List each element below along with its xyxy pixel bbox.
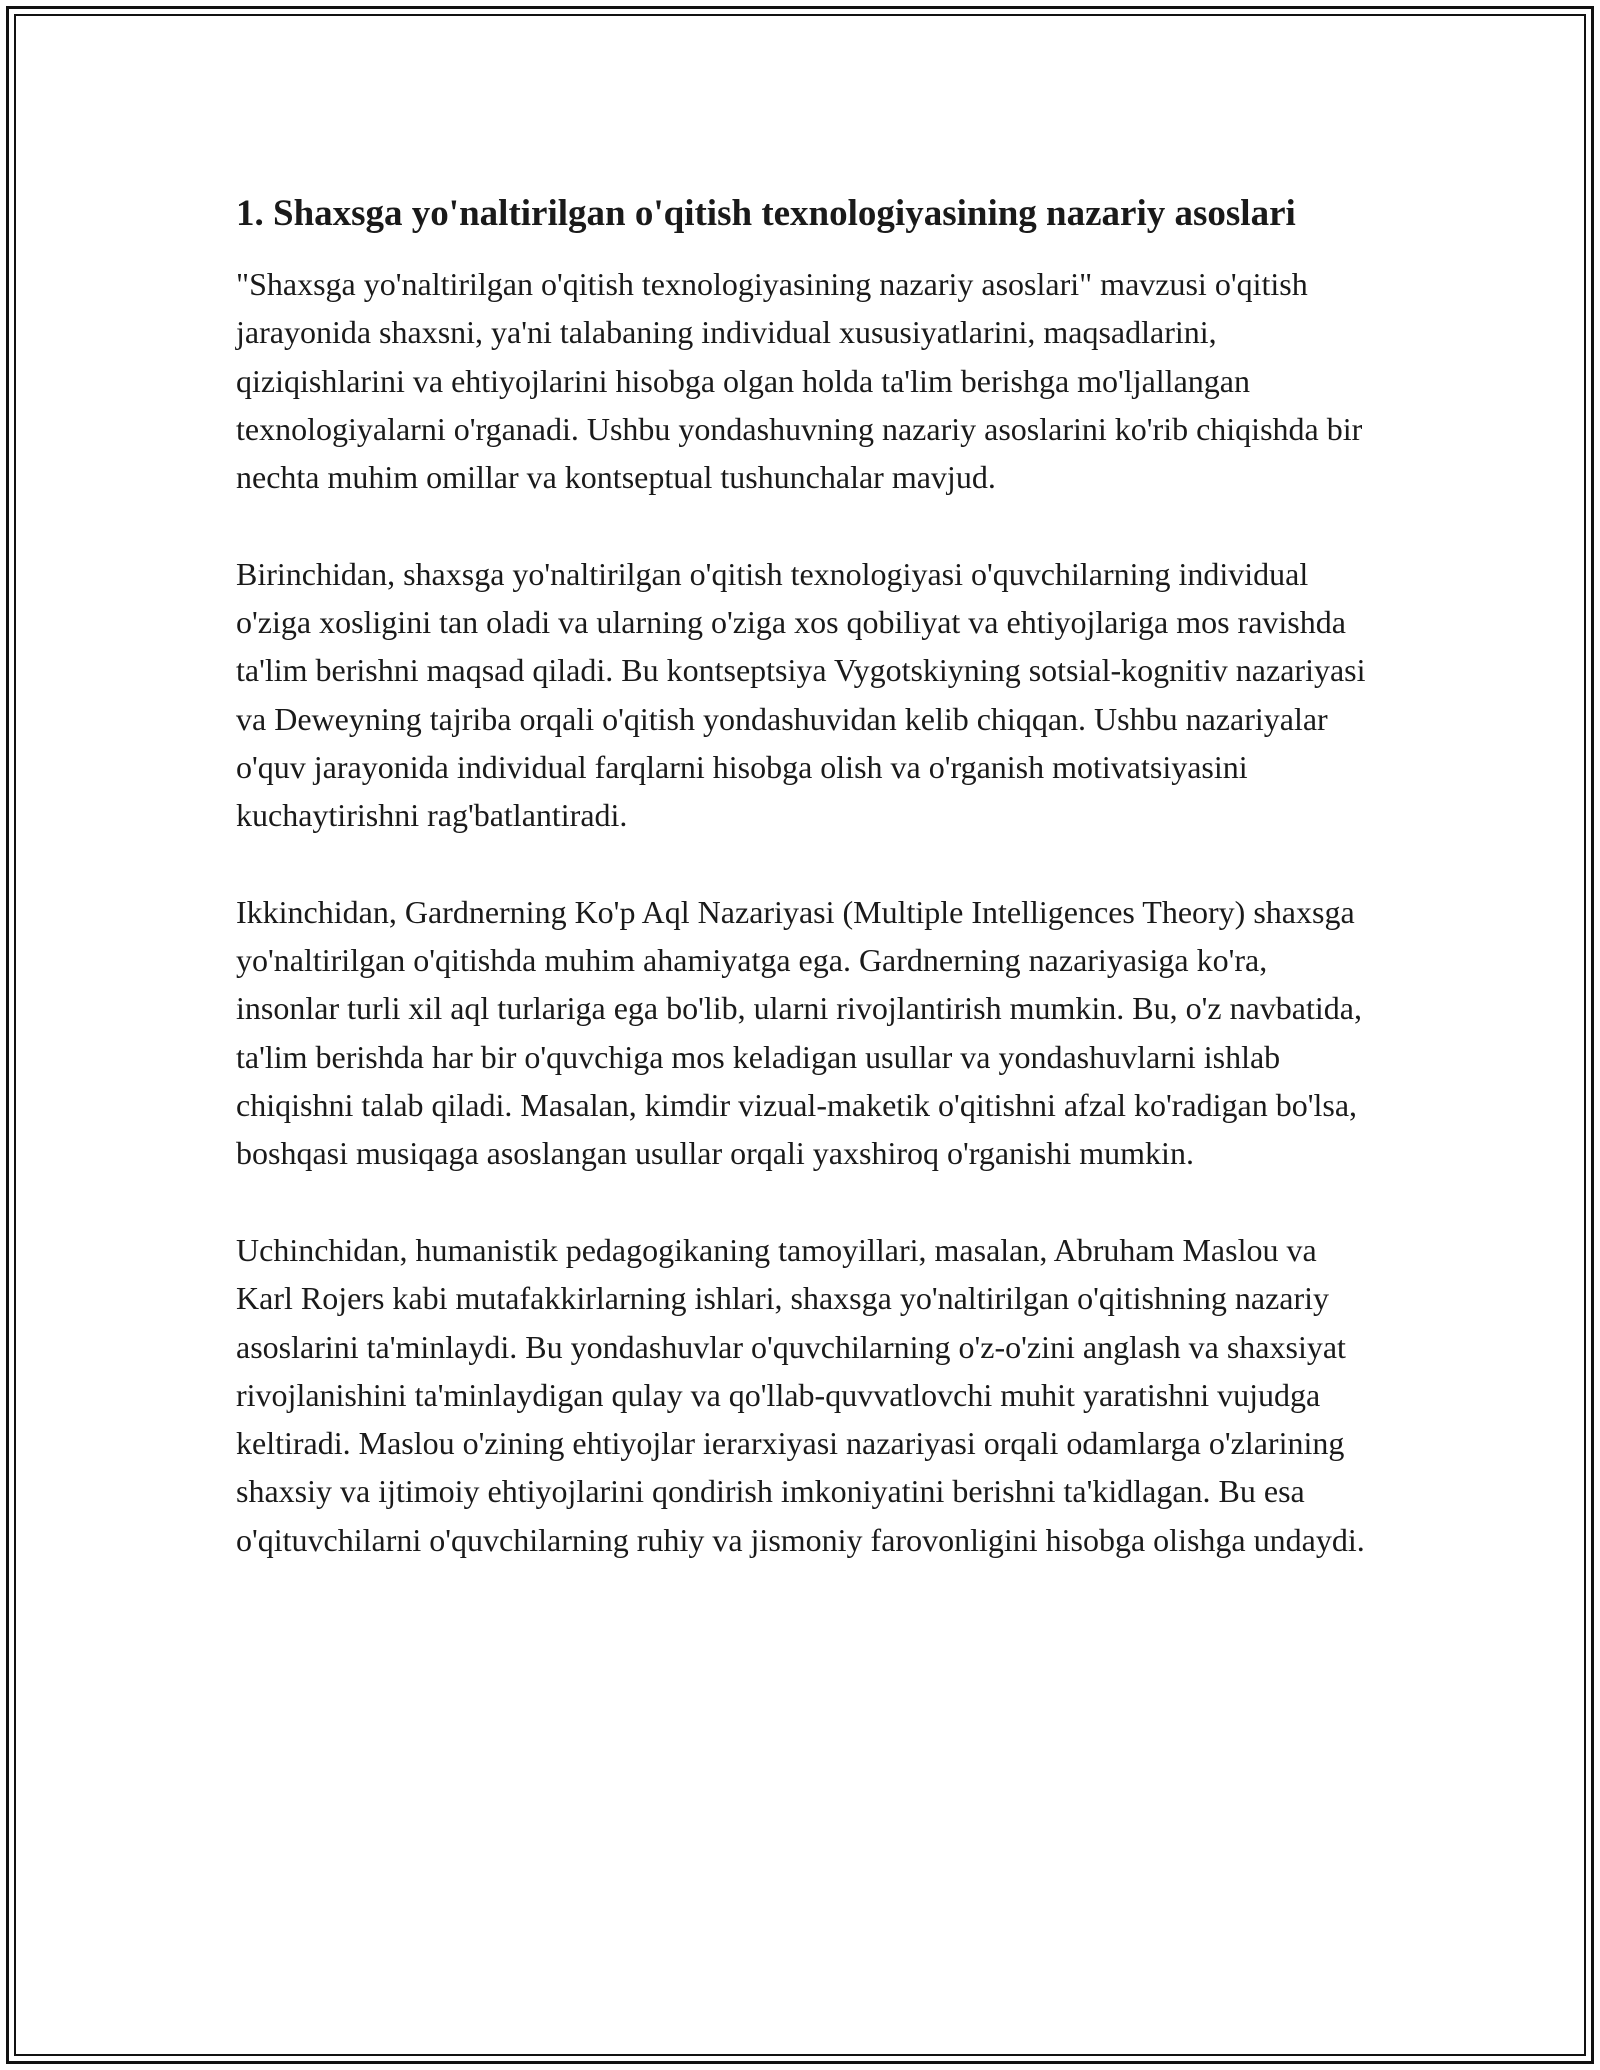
paragraph-third: Uchinchidan, humanistik pedagogikaning tamoyillari, masalan, Abruham Maslou va Karl Rojers kabi mutafakkirlarning ishlari, shaxsga yo'naltirilgan o'qitishning nazariy asoslarini ta'minlaydi. Bu yondashuvlar o'quvchilarning o'z-o'zini anglash va shaxsiyat rivojlanishini ta'minlaydigan qulay va qo'llab-quvvatlovchi muhit yaratishni vujudga keltiradi. Maslou o'zining ehtiyojlar ierarxiyasi nazariyasi orqali odamlarga o'zlarining shaxsiy va ijtimoiy ehtiyojlarini qondirish imkoniyatini berishni ta'kidlagan. Bu esa o'qituvchilarni o'quvchilarning ruhiy va jismoniy farovonligini hisobga olishga undaydi. xyxy=(236,1231,1365,1558)
paragraph-intro: "Shaxsga yo'naltirilgan o'qitish texnologiyasining nazariy asoslari" mavzusi o'qitish jarayonida shaxsni, ya'ni talabaning individual xususiyatlarini, maqsadlarini, qiziqishlarini va ehtiyojlarini hisobga olgan holda ta'lim berishga mo'ljallangan texnologiyalarni o'rganadi. Ushbu yondashuvning nazariy asoslarini ko'rib chiqishda bir nechta muhim omillar va kontseptual tushunchalar mavjud. xyxy=(236,266,1363,496)
paragraph-first: Birinchidan, shaxsga yo'naltirilgan o'qitish texnologiyasi o'quvchilarning individual o'ziga xosligini tan oladi va ularning o'ziga xos qobiliyat va ehtiyojlariga mos ravishda ta'lim berishni maqsad qiladi. Bu kontseptsiya Vygotskiyning sotsial-kognitiv nazariyasi va Deweyning tajriba orqali o'qitish yondashuvidan kelib chiqqan. Ushbu nazariyalar o'quv jarayonida individual farqlarni hisobga olish va o'rganish motivatsiyasini kuchaytirishni rag'batlantiradi. xyxy=(236,555,1366,834)
paragraph-second: Ikkinchidan, Gardnerning Ko'p Aql Nazariyasi (Multiple Intelligences Theory) shaxsga yo'naltirilgan o'qitishda muhim ahamiyatga ega. Gardnerning nazariyasiga ko'ra, insonlar turli xil aql turlariga ega bo'lib, ularni rivojlantirish mumkin. Bu, o'z navbatida, ta'lim berishda har bir o'quvchiga mos keladigan usullar va yondashuvlarni ishlab chiqishni talab qiladi. Masalan, kimdir vizual-maketik o'qitishni afzal ko'radigan bo'lsa, boshqasi musiqaga asoslangan usullar orqali yaxshiroq o'rganishi mumkin. xyxy=(236,893,1362,1172)
document-body xyxy=(236,186,1366,1564)
section-heading: 1. Shaxsga yo'naltirilgan o'qitish texnologiyasining nazariy asoslari xyxy=(236,193,1296,234)
